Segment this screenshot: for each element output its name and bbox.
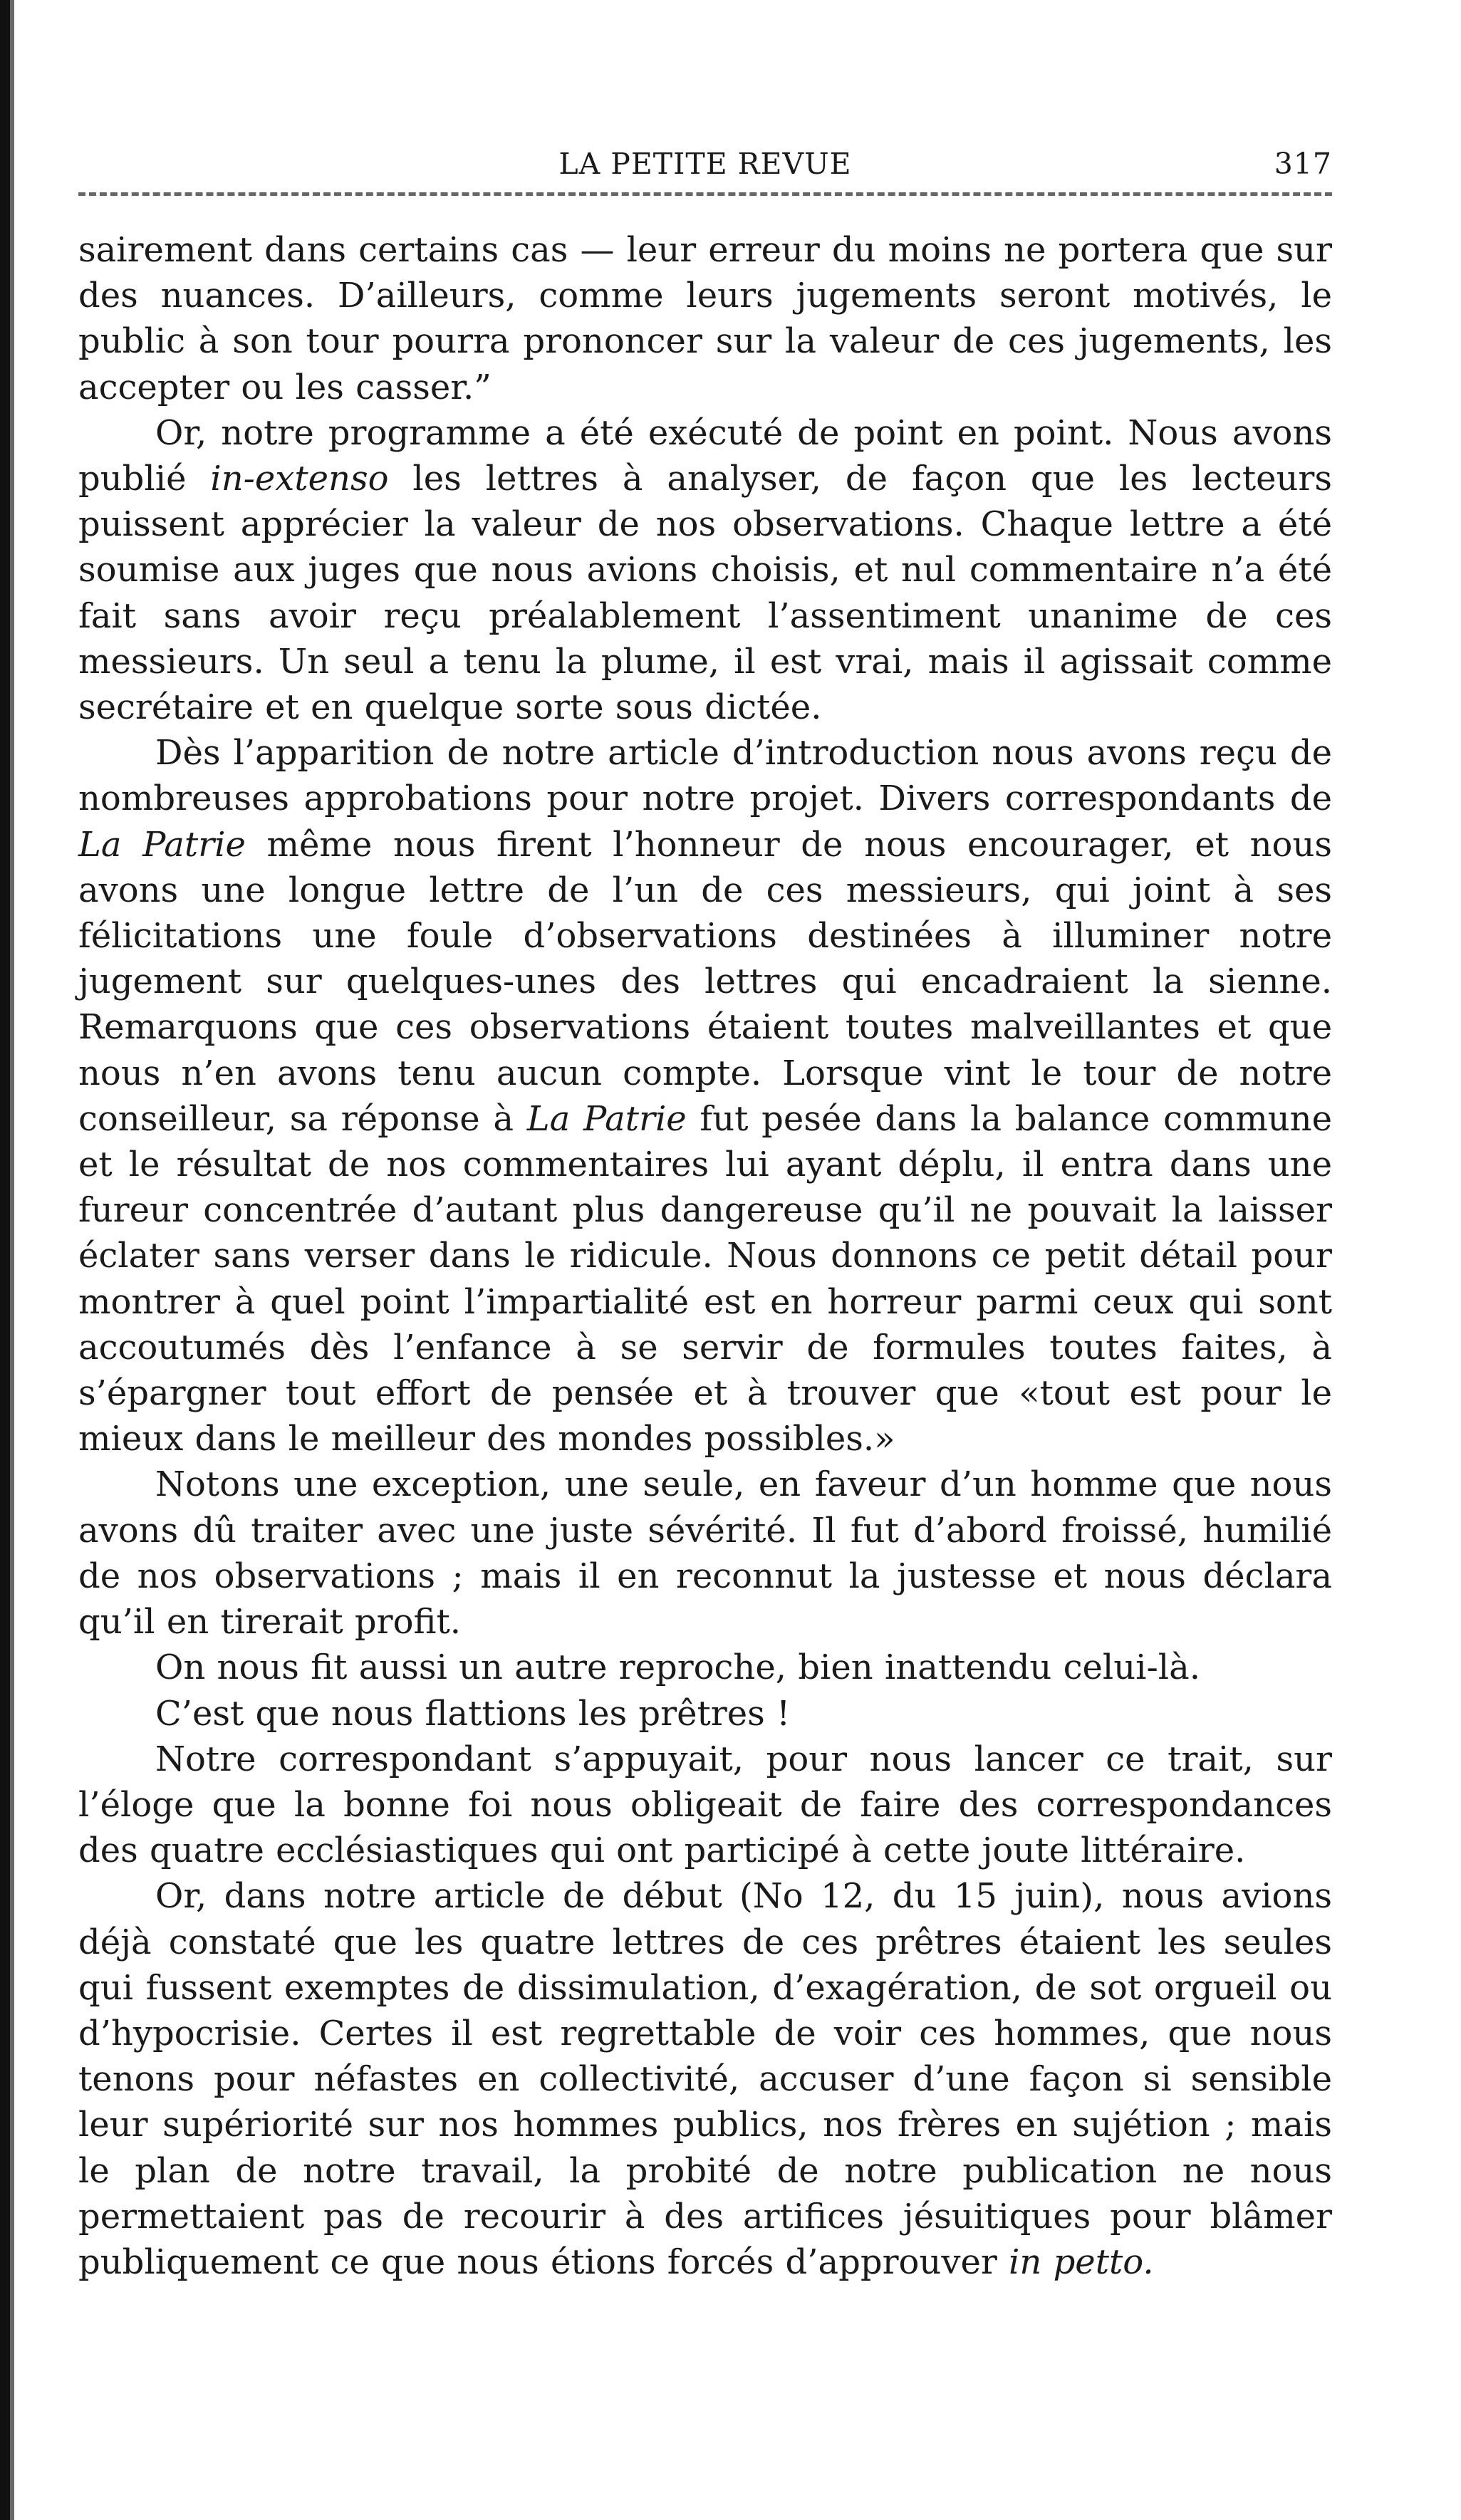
- running-title: LA PETITE REVUE: [558, 147, 852, 181]
- page-binding-shadow: [10, 0, 14, 2520]
- text-run: Dès l’apparition de notre article d’introduction nous avons reçu de nombreuses approbations pour notre projet. Divers correspondants de: [78, 733, 1332, 819]
- italic-text-run: in petto.: [1009, 2242, 1154, 2282]
- paragraph: [78, 1645, 1332, 1690]
- page-binding-edge: [0, 0, 10, 2520]
- text-run: Notons une exception, une seule, en faveur d’un homme que nous avons dû traiter avec une juste sévérité. Il fut d’abord froissé, humilié de nos observations ; mais il en reconnut la justesse et nous déclara qu’il en tirerait profit.: [78, 1464, 1332, 1642]
- text-run: fut pesée dans la balance commune et le résultat de nos commentaires lui ayant déplu, il entra dans une fureur concentrée d’autant plus dangereuse qu’il ne pouvait la laisser éclater sans verser dans le ridicule. Nous donnons ce petit détail pour montrer à quel point l’impartialité est en horreur parmi ceux qui sont accoutumés dès l’enfance à se servir de formules toutes faites, à s’épargner tout effort de pensée et à trouver que «tout est pour le mieux dans le meilleur des mondes possibles.»: [78, 1098, 1333, 1459]
- text-run: C’est que nous flattions les prêtres !: [155, 1693, 791, 1734]
- italic-text-run: La Patrie: [526, 1098, 687, 1139]
- paragraph: [78, 1737, 1332, 1874]
- page-number: 317: [1274, 147, 1332, 181]
- body-text: [78, 227, 1332, 2285]
- paragraph: [78, 730, 1332, 1462]
- italic-text-run: La Patrie: [78, 824, 246, 865]
- text-run: On nous fit aussi un autre reproche, bien inattendu celui-là.: [155, 1647, 1200, 1688]
- text-run: les lettres à analyser, de façon que les lecteurs puissent apprécier la valeur de nos observations. Chaque lettre a été soumise aux juges que nous avions choisis, et nul commentaire n’a été fait sans avoir reçu préalablement l’assentiment unanime de ces messieurs. Un seul a tenu la plume, il est vrai, mais il agissait comme secrétaire et en quelque sorte sous dictée.: [78, 459, 1333, 728]
- paragraph: [78, 1873, 1332, 2285]
- text-run: sairement dans certains cas — leur erreur du moins ne portera que sur des nuances. D’ailleurs, comme leurs jugements seront motivés, le public à son tour pourra prononcer sur la valeur de ces jugements, les accepter ou les casser.”: [78, 230, 1332, 407]
- paragraph: [78, 227, 1332, 410]
- text-run: même nous firent l’honneur de nous encourager, et nous avons une longue lettre de l’un de ces messieurs, qui joint à ses félicitations une foule d’observations destinées à illuminer notre jugement sur quelques-unes des lettres qui encadraient la sienne. Remarquons que ces observations étaient toutes malveillantes et que nous n’en avons tenu aucun compte. Lorsque vint le tour de notre conseilleur, sa réponse à: [78, 824, 1333, 1139]
- paragraph: [78, 1462, 1332, 1645]
- running-head: [78, 135, 1332, 185]
- italic-text-run: in-extenso: [210, 459, 389, 499]
- paragraph: [78, 410, 1332, 730]
- paragraph: [78, 1691, 1332, 1737]
- text-run: Or, notre programme a été exécuté de point en point. Nous avons publié: [78, 412, 1332, 499]
- book-page: [78, 135, 1332, 2285]
- text-run: Notre correspondant s’appuyait, pour nous lancer ce trait, sur l’éloge que la bonne foi nous obligeait de faire des correspondances des quatre ecclésiastiques qui ont participé à cette joute littéraire.: [78, 1739, 1332, 1871]
- text-run: Or, dans notre article de début (No 12, du 15 juin), nous avions déjà constaté que les quatre lettres de ces prêtres étaient les seules qui fussent exemptes de dissimulation, d’exagération, de sot orgueil ou d’hypocrisie. Certes il est regrettable de voir ces hommes, que nous tenons pour néfastes en collectivité, accuser d’une façon si sensible leur supériorité sur nos hommes publics, nos frères en sujétion ; mais le plan de notre travail, la probité de notre publication ne nous permettaient pas de recourir à des artifices jésuitiques pour blâmer publiquement ce que nous étions forcés d’approuver: [78, 1876, 1332, 2282]
- header-rule: [78, 192, 1332, 196]
